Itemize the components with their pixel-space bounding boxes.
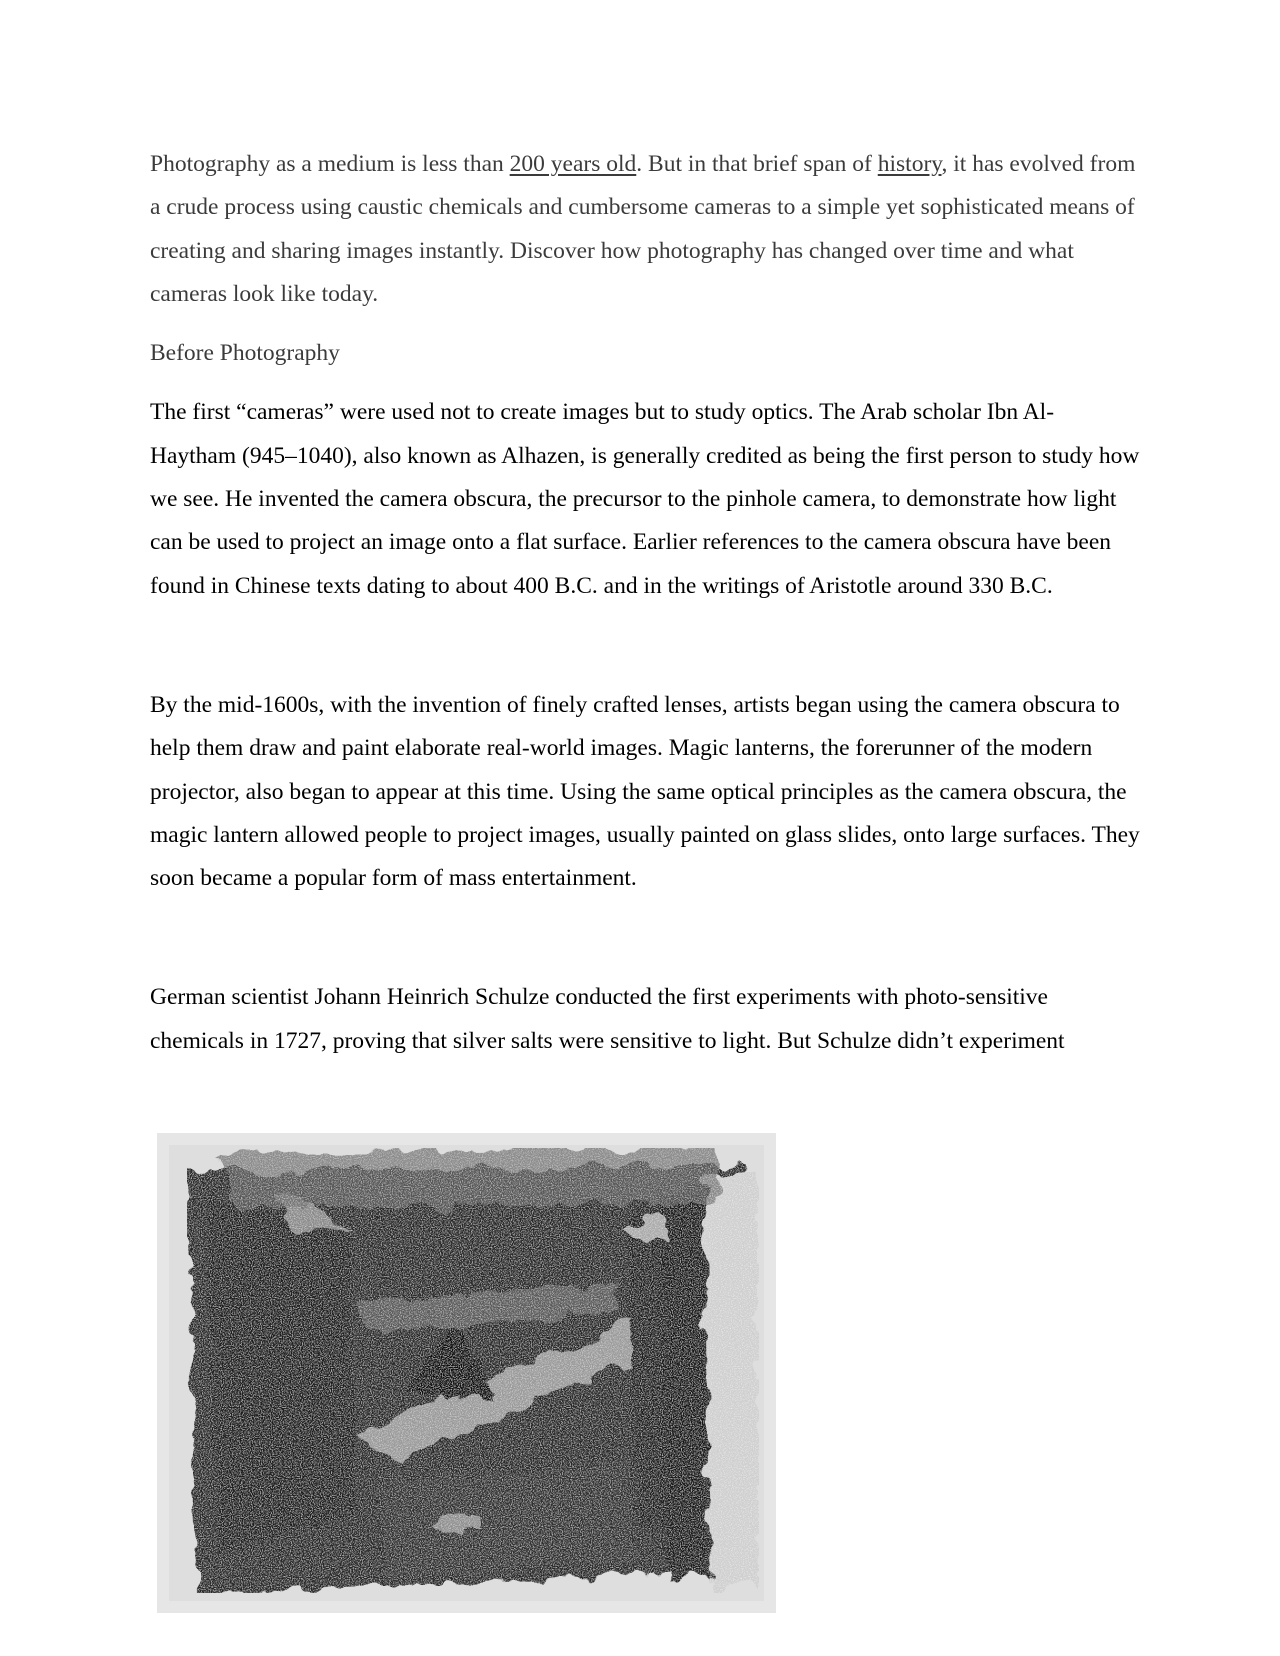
paragraph-magic-lanterns: By the mid-1600s, with the invention of finely crafted lenses, artists began using the camera obscura to help them draw and paint elaborate real-world images. Magic lanterns, the forerunner of the modern projector, also began to appear at this time. Using the same optical principles as the camera obscura, the magic lantern allowed people to project images, usually painted on glass slides, onto large surfaces. They soon became a popular form of mass entertainment. [150,691,1140,892]
intro-text-3: , it has evolved from a crude process using caustic chemicals and cumbersome cameras to a simple yet sophisticated means of creating and sharing images instantly. Discover how photography has changed over time and what cameras look like today. [150,151,1136,307]
paragraph-schulze: German scientist Johann Heinrich Schulze conducted the first experiments with photo-sensitive chemicals in 1727, proving that silver salts were sensitive to light. But Schulze didn’t experiment [150,984,1065,1054]
section-heading: Before Photography [150,340,340,367]
intro-text-2: . But in that brief span of [636,151,878,177]
historic-photograph-drawing [157,1133,776,1613]
paragraph-camera-obscura: The first “cameras” were used not to create images but to study optics. The Arab scholar Ibn Al-Haytham (945–1040), also known as Alhazen, is generally credited as being the first person to study how we see. He invented the camera obscura, the precursor to the pinhole camera, to demonstrate how light can be used to project an image onto a flat surface. Earlier references to the camera obscura have been found in Chinese texts dating to about 400 B.C. and in the writings of Aristotle around 330 B.C. [150,399,1140,599]
link-200-years-old[interactable]: 200 years old [509,151,637,177]
link-history[interactable]: history [877,151,942,177]
intro-paragraph [150,143,1140,316]
document-body [150,143,1140,1063]
intro-text-1: Photography as a medium is less than [150,151,510,177]
historic-photograph [157,1133,776,1613]
